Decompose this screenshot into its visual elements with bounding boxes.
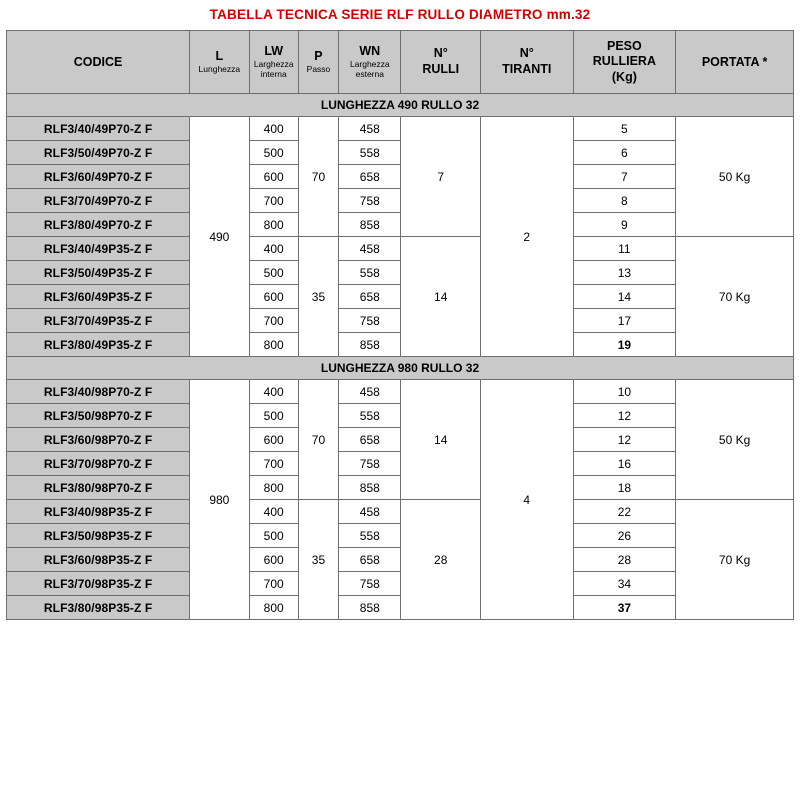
cell-p: 35 <box>298 237 338 357</box>
cell-peso: 5 <box>573 117 676 141</box>
cell-codice: RLF3/50/98P35-Z F <box>7 524 190 548</box>
cell-peso: 28 <box>573 548 676 572</box>
table-row <box>7 524 794 548</box>
technical-table <box>6 30 794 620</box>
cell-codice: RLF3/70/98P70-Z F <box>7 452 190 476</box>
column-header-l <box>190 31 249 94</box>
cell-lw: 800 <box>249 213 298 237</box>
header-row <box>7 31 794 94</box>
cell-p: 70 <box>298 117 338 237</box>
cell-wn: 858 <box>339 213 401 237</box>
header-sublabel: Passo <box>306 64 331 75</box>
cell-peso: 12 <box>573 428 676 452</box>
table-row <box>7 165 794 189</box>
table-body <box>7 94 794 620</box>
cell-peso: 16 <box>573 452 676 476</box>
cell-wn: 758 <box>339 572 401 596</box>
cell-codice: RLF3/70/49P70-Z F <box>7 189 190 213</box>
header-label: WN <box>359 44 381 59</box>
table-row <box>7 476 794 500</box>
cell-codice: RLF3/60/49P35-Z F <box>7 285 190 309</box>
cell-lw: 700 <box>249 189 298 213</box>
header-label: N° <box>519 46 534 61</box>
cell-wn: 758 <box>339 309 401 333</box>
cell-codice: RLF3/60/98P35-Z F <box>7 548 190 572</box>
cell-codice: RLF3/70/98P35-Z F <box>7 572 190 596</box>
cell-codice: RLF3/40/49P35-Z F <box>7 237 190 261</box>
column-header-codice <box>7 31 190 94</box>
header-label: LW <box>264 44 284 59</box>
table-row <box>7 380 794 404</box>
table-row <box>7 261 794 285</box>
cell-codice: RLF3/80/49P35-Z F <box>7 333 190 357</box>
cell-rulli: 14 <box>401 380 481 500</box>
cell-peso: 18 <box>573 476 676 500</box>
cell-lw: 800 <box>249 333 298 357</box>
cell-rulli: 7 <box>401 117 481 237</box>
cell-codice: RLF3/40/98P70-Z F <box>7 380 190 404</box>
table-row <box>7 404 794 428</box>
cell-wn: 558 <box>339 524 401 548</box>
cell-codice: RLF3/40/98P35-Z F <box>7 500 190 524</box>
cell-peso: 22 <box>573 500 676 524</box>
column-header-p <box>298 31 338 94</box>
cell-lw: 700 <box>249 309 298 333</box>
table-row <box>7 596 794 620</box>
table-row <box>7 500 794 524</box>
cell-peso: 12 <box>573 404 676 428</box>
cell-wn: 558 <box>339 141 401 165</box>
cell-codice: RLF3/80/98P70-Z F <box>7 476 190 500</box>
column-header-rulli <box>401 31 481 94</box>
cell-wn: 558 <box>339 404 401 428</box>
section-band-label: LUNGHEZZA 980 RULLO 32 <box>7 357 794 380</box>
cell-l: 490 <box>190 117 249 357</box>
cell-wn: 658 <box>339 285 401 309</box>
cell-wn: 458 <box>339 117 401 141</box>
cell-peso: 37 <box>573 596 676 620</box>
table-row <box>7 572 794 596</box>
table-row <box>7 117 794 141</box>
table-row <box>7 428 794 452</box>
cell-portata: 70 Kg <box>676 500 794 620</box>
cell-tiranti: 4 <box>480 380 573 620</box>
cell-l: 980 <box>190 380 249 620</box>
cell-wn: 458 <box>339 500 401 524</box>
page-title: TABELLA TECNICA SERIE RLF RULLO DIAMETRO mm.32 <box>209 7 591 22</box>
cell-peso: 11 <box>573 237 676 261</box>
section-band-row <box>7 94 794 117</box>
cell-peso: 14 <box>573 285 676 309</box>
cell-codice: RLF3/60/49P70-Z F <box>7 165 190 189</box>
cell-codice: RLF3/60/98P70-Z F <box>7 428 190 452</box>
column-header-lw <box>249 31 298 94</box>
cell-lw: 800 <box>249 476 298 500</box>
column-header-portata <box>676 31 794 94</box>
cell-wn: 858 <box>339 333 401 357</box>
cell-wn: 858 <box>339 596 401 620</box>
header-label-line2: RULLI <box>422 62 460 76</box>
section-band-label: LUNGHEZZA 490 RULLO 32 <box>7 94 794 117</box>
cell-portata: 70 Kg <box>676 237 794 357</box>
cell-codice: RLF3/40/49P70-Z F <box>7 117 190 141</box>
cell-rulli: 14 <box>401 237 481 357</box>
header-sublabel: Larghezza interna <box>253 59 294 80</box>
cell-portata: 50 Kg <box>676 380 794 500</box>
cell-codice: RLF3/80/49P70-Z F <box>7 213 190 237</box>
cell-codice: RLF3/50/98P70-Z F <box>7 404 190 428</box>
table-row <box>7 213 794 237</box>
header-label-line3: (Kg) <box>611 69 637 84</box>
cell-lw: 400 <box>249 500 298 524</box>
header-label: P <box>314 48 323 63</box>
cell-peso: 17 <box>573 309 676 333</box>
column-header-tiranti <box>480 31 573 94</box>
table-row <box>7 333 794 357</box>
cell-lw: 600 <box>249 285 298 309</box>
section-band-row <box>7 357 794 380</box>
cell-wn: 858 <box>339 476 401 500</box>
cell-lw: 700 <box>249 572 298 596</box>
cell-p: 70 <box>298 380 338 500</box>
header-label: CODICE <box>73 54 123 69</box>
header-label: L <box>215 48 224 63</box>
column-header-wn <box>339 31 401 94</box>
table-row <box>7 237 794 261</box>
header-label: N° <box>433 46 448 61</box>
cell-lw: 600 <box>249 548 298 572</box>
cell-portata: 50 Kg <box>676 117 794 237</box>
cell-lw: 500 <box>249 141 298 165</box>
cell-codice: RLF3/50/49P70-Z F <box>7 141 190 165</box>
cell-wn: 458 <box>339 380 401 404</box>
cell-wn: 758 <box>339 189 401 213</box>
cell-lw: 400 <box>249 380 298 404</box>
cell-peso: 7 <box>573 165 676 189</box>
header-sublabel: Larghezza esterna <box>349 59 390 80</box>
column-header-peso <box>573 31 676 94</box>
header-label-line2: RULLIERA <box>592 54 656 69</box>
cell-tiranti: 2 <box>480 117 573 357</box>
cell-lw: 500 <box>249 524 298 548</box>
cell-wn: 658 <box>339 548 401 572</box>
cell-p: 35 <box>298 500 338 620</box>
cell-peso: 26 <box>573 524 676 548</box>
cell-lw: 400 <box>249 237 298 261</box>
cell-codice: RLF3/50/49P35-Z F <box>7 261 190 285</box>
cell-peso: 19 <box>573 333 676 357</box>
table-row <box>7 309 794 333</box>
cell-lw: 400 <box>249 117 298 141</box>
cell-rulli: 28 <box>401 500 481 620</box>
cell-lw: 700 <box>249 452 298 476</box>
cell-wn: 758 <box>339 452 401 476</box>
cell-peso: 34 <box>573 572 676 596</box>
cell-lw: 600 <box>249 165 298 189</box>
cell-wn: 458 <box>339 237 401 261</box>
cell-lw: 500 <box>249 261 298 285</box>
cell-lw: 600 <box>249 428 298 452</box>
cell-peso: 9 <box>573 213 676 237</box>
cell-lw: 800 <box>249 596 298 620</box>
cell-peso: 6 <box>573 141 676 165</box>
table-row <box>7 285 794 309</box>
table-row <box>7 548 794 572</box>
cell-peso: 13 <box>573 261 676 285</box>
cell-lw: 500 <box>249 404 298 428</box>
cell-wn: 558 <box>339 261 401 285</box>
header-label-line2: TIRANTI <box>502 62 552 76</box>
header-label: PORTATA * <box>701 54 768 69</box>
cell-wn: 658 <box>339 428 401 452</box>
table-row <box>7 189 794 213</box>
cell-wn: 658 <box>339 165 401 189</box>
cell-codice: RLF3/70/49P35-Z F <box>7 309 190 333</box>
table-row <box>7 452 794 476</box>
table-row <box>7 141 794 165</box>
cell-codice: RLF3/80/98P35-Z F <box>7 596 190 620</box>
cell-peso: 10 <box>573 380 676 404</box>
header-sublabel: Lunghezza <box>198 64 241 75</box>
header-label: PESO <box>607 38 642 53</box>
table-header <box>7 31 794 94</box>
cell-peso: 8 <box>573 189 676 213</box>
